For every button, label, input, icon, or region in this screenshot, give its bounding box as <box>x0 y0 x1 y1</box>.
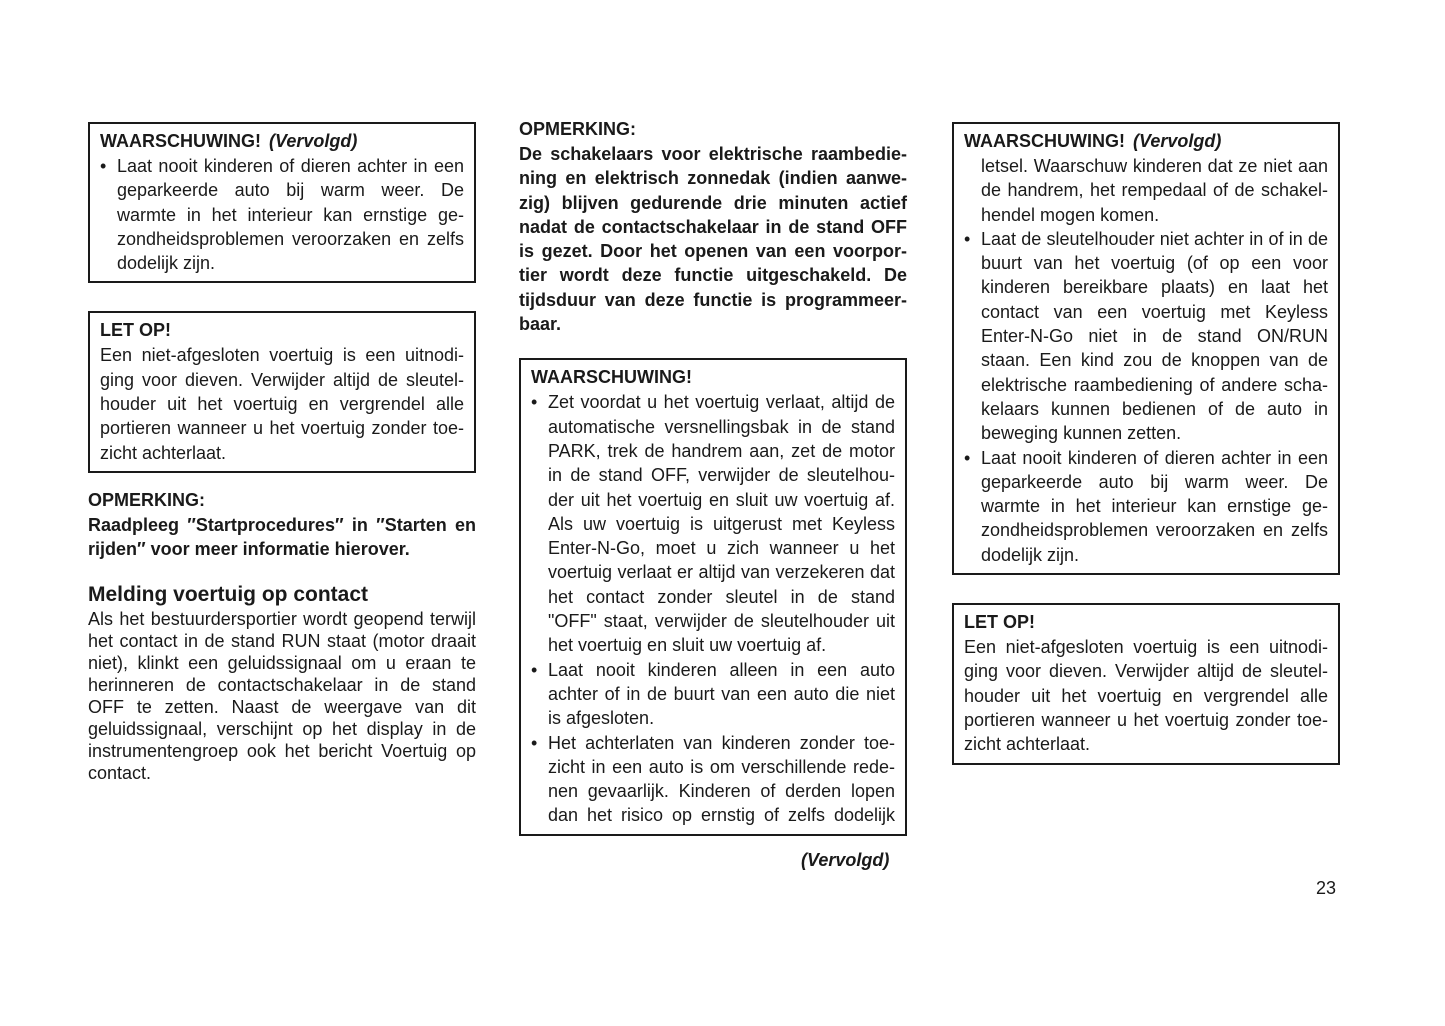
text-line: Een niet-afgesloten voertuig is een uitnodi- <box>964 637 1328 658</box>
text-line: Als het bestuurdersportier wordt geopend terwijl <box>88 608 476 629</box>
text-line: het contact zonder sleutel in de stand <box>548 586 895 607</box>
text-line: Laat nooit kinderen of dieren achter in een <box>981 447 1328 468</box>
text-line: dodelijk zijn. <box>117 253 216 274</box>
text-line: het voertuig en sluit uw voertuig af. <box>548 635 827 656</box>
text-line: voertuig verlaat er altijd van verzekeren dat <box>548 562 895 583</box>
text-line: zicht achterlaat. <box>964 734 1091 755</box>
text-line: "OFF" staat, verwijder de sleutelhouder uit <box>548 611 895 632</box>
box-title <box>964 128 1328 154</box>
bullet-icon: • <box>100 156 107 176</box>
text-line: hendel mogen komen. <box>981 204 1160 225</box>
text-line: Het achterlaten van kinderen zonder toe- <box>548 732 895 753</box>
text-line: nen gevaarlijk. Kinderen of derden lopen <box>548 781 895 802</box>
text-line: ging voor dieven. Verwijder altijd de sleutel- <box>964 661 1328 682</box>
box-title-text: LET OP! <box>100 320 171 341</box>
text-line: staan. Een kind zou de knoppen van de <box>981 350 1328 371</box>
text-line: kinderen bereikbare plaats) en laat het <box>981 277 1328 298</box>
text-line: elektrische raambediening of andere scha- <box>981 374 1328 395</box>
bullet-item <box>964 446 1328 567</box>
body-paragraph <box>88 608 476 784</box>
box-title <box>100 128 464 154</box>
box-text <box>100 343 464 464</box>
box-title <box>100 317 464 343</box>
text-line: achter of in de buurt van een auto die niet <box>548 683 895 704</box>
text-line: tijdsduur van deze functie is programmeer- <box>519 289 907 310</box>
text-line: Als uw voertuig is uitgerust met Keyless <box>548 513 895 534</box>
text-line: geluidssignaal, verschijnt op het display in de <box>88 718 476 739</box>
bullet-icon: • <box>531 392 538 413</box>
warning-box <box>88 122 476 283</box>
text-line: Laat nooit kinderen alleen in een auto <box>548 659 895 680</box>
continued-marker: (Vervolgd) <box>1132 131 1222 151</box>
warning-box <box>952 122 1340 575</box>
text-line: Een niet-afgesloten voertuig is een uitnodi- <box>100 345 464 366</box>
text-line: het contact in de stand RUN staat (motor draait <box>88 630 476 651</box>
text-line: zicht achterlaat. <box>100 442 227 463</box>
text-line: rijden″ voor meer informatie hierover. <box>88 539 410 560</box>
bullet-item <box>531 390 895 657</box>
note-block <box>519 116 907 336</box>
text-line: geparkeerde auto bij warm weer. De <box>981 471 1328 492</box>
bullet-item <box>100 154 464 275</box>
note-title: OPMERKING: <box>519 119 636 139</box>
bullet-item <box>531 731 895 828</box>
text-line: automatische versnellingsbak in de stand <box>548 416 895 437</box>
note-title: OPMERKING: <box>88 489 205 510</box>
box-title <box>964 609 1328 635</box>
column-left <box>88 122 476 784</box>
box-text <box>964 635 1328 756</box>
bullet-icon: • <box>964 447 971 468</box>
text-line: geparkeerde auto bij warm weer. De <box>117 180 464 201</box>
text-line: herinneren de contactschakelaar in de stand <box>88 674 476 695</box>
box-title-text: WAARSCHUWING! <box>531 367 692 388</box>
text-line: houder uit het voertuig en vergrendel alle <box>100 394 464 415</box>
caution-box <box>952 603 1340 764</box>
text-line: OFF te zetten. Naast de weergave van dit <box>88 696 476 717</box>
box-text <box>964 154 1328 227</box>
text-line: tier wordt deze functie uitgeschakeld. De <box>519 265 907 286</box>
text-line: warmte in het interieur kan ernstige ge- <box>981 496 1328 517</box>
text-line: ging voor dieven. Verwijder altijd de sleutel- <box>100 369 464 390</box>
text-line: portieren wanneer u het voertuig zonder toe- <box>964 709 1328 730</box>
text-line: warmte in het interieur kan ernstige ge- <box>117 204 464 225</box>
column-middle <box>519 116 907 836</box>
bullet-icon: • <box>964 228 971 249</box>
continued-marker: (Vervolgd) <box>268 131 358 151</box>
column-right <box>952 122 1340 765</box>
text-line: ning en elektrisch zonnedak (indien aanwe- <box>519 168 907 189</box>
box-title-text: LET OP! <box>964 612 1035 633</box>
text-line: baar. <box>519 314 562 335</box>
text-line: zig) blijven gedurende drie minuten actief <box>519 192 907 213</box>
box-title-text: WAARSCHUWING! <box>100 131 261 151</box>
text-line: zondheidsproblemen veroorzaken en zelfs <box>117 228 464 249</box>
text-line: dodelijk zijn. <box>981 544 1080 565</box>
text-line: der uit het voertuig en sluit uw voertuig af. <box>548 489 895 510</box>
text-line: contact van een voertuig met Keyless <box>981 301 1328 322</box>
text-line: zicht in een auto is om verschillende rede- <box>548 756 895 777</box>
text-line: buurt van het voertuig (of op een voor <box>981 253 1328 274</box>
text-line: dan het risico op ernstig of zelfs dodelijk <box>548 805 895 826</box>
text-line: de handrem, het rempedaal of de schakel- <box>981 180 1328 201</box>
text-line: kelaars kunnen bedienen of de auto in <box>981 398 1328 419</box>
text-line: contact. <box>88 762 152 783</box>
page-number: 23 <box>1316 878 1337 898</box>
text-line: PARK, trek de handrem aan, zet de motor <box>548 440 895 461</box>
text-line: Enter-N-Go niet in de stand ON/RUN <box>981 326 1328 347</box>
bullet-icon: • <box>531 659 538 680</box>
text-line: Zet voordat u het voertuig verlaat, altijd de <box>548 392 895 413</box>
text-line: is afgesloten. <box>548 708 655 729</box>
text-line: letsel. Waarschuw kinderen dat ze niet aan <box>981 156 1328 176</box>
text-line: houder uit het voertuig en vergrendel alle <box>964 685 1328 706</box>
caution-box <box>88 311 476 472</box>
text-line: portieren wanneer u het voertuig zonder toe- <box>100 418 464 439</box>
text-line: beweging kunnen zetten. <box>981 423 1182 444</box>
bullet-item <box>964 227 1328 446</box>
continued-label: (Vervolgd) <box>801 850 890 870</box>
text-line: in de stand OFF, verwijder de sleutelhou- <box>548 465 895 486</box>
text-line: is gezet. Door het openen van een voorpor- <box>519 241 907 262</box>
bullet-item <box>531 658 895 731</box>
box-title <box>531 364 895 390</box>
text-line: Laat nooit kinderen of dieren achter in een <box>117 156 464 176</box>
text-line: Raadpleeg ″Startprocedures″ in ″Starten en <box>88 514 476 535</box>
text-line: Laat de sleutelhouder niet achter in of in de <box>981 228 1328 249</box>
note-block <box>88 487 476 562</box>
box-title-text: WAARSCHUWING! <box>964 131 1125 151</box>
text-line: De schakelaars voor elektrische raambedie- <box>519 144 907 164</box>
text-line: nadat de contactschakelaar in de stand OFF <box>519 216 907 237</box>
text-line: niet), klinkt een geluidssignaal om u eraan te <box>88 652 476 673</box>
text-line: zondheidsproblemen veroorzaken en zelfs <box>981 520 1328 541</box>
warning-box <box>519 358 907 835</box>
bullet-icon: • <box>531 732 538 753</box>
text-line: instrumentengroep ook het bericht Voertuig op <box>88 740 476 761</box>
section-heading: Melding voertuig op contact <box>88 582 369 606</box>
text-line: Enter-N-Go, moet u zich wanneer u het <box>548 538 895 559</box>
